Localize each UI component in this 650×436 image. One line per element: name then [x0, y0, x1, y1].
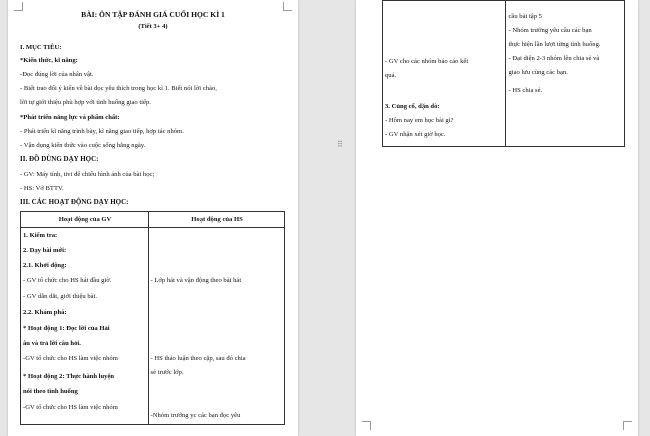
section-tools: II. ĐỒ DÙNG DẠY HỌC: [20, 155, 99, 163]
tools-line: - HS: Vở BTTV. [20, 185, 64, 192]
section-objectives: I. MỤC TIÊU: [20, 44, 62, 51]
table-row: - GV cho các nhóm báo cáo kết [385, 58, 469, 65]
tools-line: - GV: Máy tính, tivi để chiếu hình ảnh của bài học; [20, 171, 155, 178]
table-row: thực hiện lần lượt từng tình huống. [508, 41, 601, 48]
activities-table [20, 211, 285, 425]
header-text: Hoạt động của GV [58, 216, 112, 223]
table-row: 2.2. Khám phá: [23, 309, 67, 316]
margin-corner-mark [623, 421, 632, 430]
table-row: * Hoạt động 1: Đọc lời của Hải [23, 325, 110, 332]
knowledge-line: -Đọc đúng lời của nhân vật. [20, 71, 94, 78]
table-header-hs [148, 212, 284, 228]
table-row: - HS thảo luận theo cặp, sau đó chia [150, 355, 246, 362]
table-cell-hs [506, 1, 625, 147]
table-cell-hs [148, 228, 284, 425]
table-row: nói theo tình huống [23, 388, 78, 395]
table-row: - GV dẫn dắt, giới thiệu bài. [23, 293, 98, 300]
table-row: - Lớp hát và vận động theo bài hát [150, 277, 242, 284]
table-row: - GV tổ chức cho HS hát đầu giờ. [23, 277, 112, 284]
table-row: sẻ trước lớp. [150, 369, 184, 376]
table-row: quả. [385, 72, 397, 79]
table-row: - Hôm nay em học bài gì? [385, 117, 454, 124]
quality-line: - Vận dụng kiến thức vào cuộc sống hằng ngày. [20, 142, 146, 149]
table-row: -GV tổ chức cho HS làm việc nhóm [23, 355, 118, 362]
table-row: - HS chia sẻ. [508, 87, 543, 94]
table-row: 3. Củng cố, dặn dò: [385, 103, 440, 110]
header-text: Hoạt động của HS [191, 216, 243, 223]
table-header-gv [21, 212, 149, 228]
lesson-subtitle: (Tiết 3+ 4) [138, 23, 168, 30]
table-row: âu và trả lời câu hỏi. [23, 340, 81, 347]
table-row: 2. Dạy bài mới: [23, 247, 67, 254]
lesson-title: BÀI: ÔN TẬP ĐÁNH GIÁ CUỐI HỌC KÌ 1 [81, 10, 225, 19]
page-gap-handle-icon[interactable]: ⠿ [337, 140, 343, 149]
table-row: 2.1. Khởi động: [23, 262, 67, 269]
table-row: giao lưu cùng các bạn. [508, 69, 568, 76]
table-row: cầu bài tập 5 [508, 13, 542, 20]
table-row: -Nhóm trưởng yc các bạn đọc yêu [150, 412, 241, 419]
activities-table-continued [382, 0, 625, 147]
quality-line: - Phát triển kĩ năng trình bày, kĩ năng giao tiếp, hợp tác nhóm. [20, 128, 184, 135]
table-row: * Hoạt động 2: Thực hành luyện [23, 373, 115, 380]
table-row: - Đại diện 2-3 nhóm lên chia sẻ và [508, 55, 600, 62]
table-cell-gv [383, 1, 506, 147]
table-cell-gv [21, 228, 149, 425]
section-activities: III. CÁC HOẠT ĐỘNG DẠY HỌC: [20, 198, 129, 206]
knowledge-line: lời tự giới thiệu phù hợp với tình huống giao tiếp. [20, 99, 151, 106]
knowledge-line: - Biết trao đổi ý kiến về bài đọc yêu thích trong học kì 1. Biết nói lời chào, [20, 85, 217, 92]
knowledge-heading: *Kiến thức, kĩ năng: [20, 57, 78, 64]
margin-corner-mark [362, 421, 371, 430]
table-row: 1. Kiểm tra: [23, 232, 58, 239]
quality-heading: *Phát triển năng lực và phẩm chất: [20, 114, 120, 121]
document-page-left [8, 0, 298, 436]
table-row: -GV tổ chức cho HS làm việc nhóm [23, 404, 118, 411]
document-page-right [356, 0, 638, 436]
table-row: - Nhóm trưởng yêu cầu các bạn [508, 27, 592, 34]
table-row: - GV nhận xét giờ học. [385, 131, 446, 138]
